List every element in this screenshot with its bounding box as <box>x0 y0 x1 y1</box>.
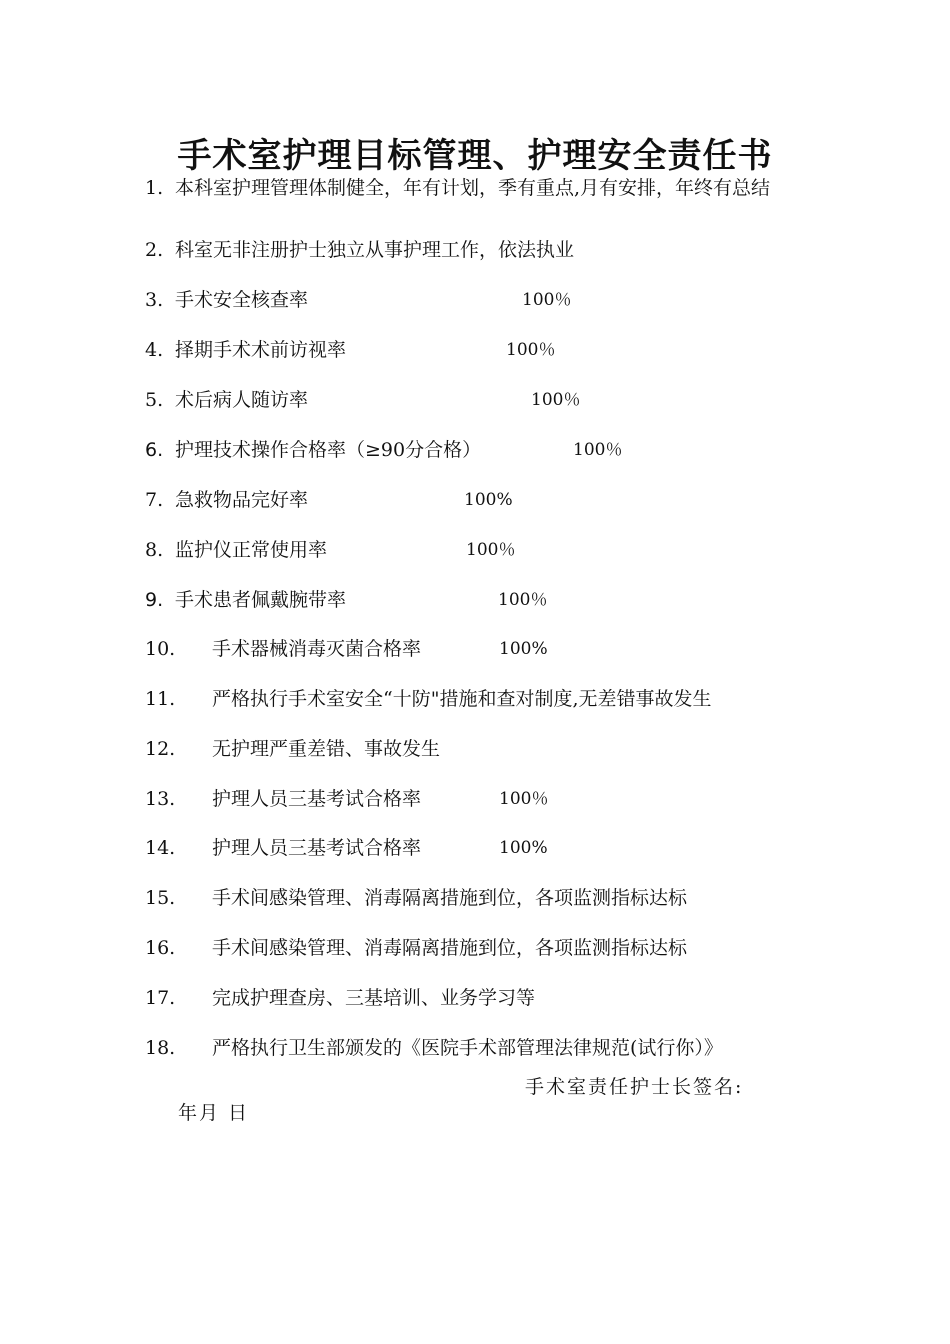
item-number: 1. <box>145 177 164 199</box>
item-value: 100％ <box>506 340 556 360</box>
signature-label: 手术室责任护士长签名: <box>525 1076 744 1098</box>
date-label: 年月 日 <box>178 1102 250 1124</box>
item-number: 17. <box>145 987 176 1009</box>
item-number: 18. <box>145 1037 176 1059</box>
item-text: 护理技术操作合格率（≥90分合格） <box>175 439 482 461</box>
item-value: 100％ <box>498 590 548 610</box>
item-text: 手术器械消毒灭菌合格率 <box>212 638 422 660</box>
item-text: 完成护理查房、三基培训、业务学习等 <box>212 987 536 1009</box>
item-number: 7. <box>145 489 164 511</box>
item-text: 急救物品完好率 <box>175 489 309 511</box>
item-text: 严格执行卫生部颁发的《医院手术部管理法律规范(试行你）》 <box>212 1037 723 1059</box>
item-text: 手术安全核查率 <box>175 289 309 311</box>
item-value: 100％ <box>522 290 572 310</box>
item-value: 100％ <box>499 789 549 809</box>
item-number: 12. <box>145 738 176 760</box>
item-value: 100% <box>499 838 548 858</box>
item-number: 9. <box>145 589 164 611</box>
item-text: 手术患者佩戴腕带率 <box>175 589 347 611</box>
item-text: 择期手术术前访视率 <box>175 339 347 361</box>
item-number: 5. <box>145 389 164 411</box>
item-text: 本科室护理管理体制健全，年有计划，季有重点,月有安排，年终有总结 <box>175 177 771 199</box>
item-number: 14. <box>145 837 176 859</box>
item-value: 100％ <box>573 440 623 460</box>
item-number: 3. <box>145 289 164 311</box>
item-text: 无护理严重差错、事故发生 <box>212 738 441 760</box>
item-number: 10. <box>145 638 176 660</box>
item-text: 严格执行手术室安全“十防"措施和查对制度,无差错事故发生 <box>212 688 712 710</box>
item-value: 100％ <box>531 390 581 410</box>
item-value: 100％ <box>466 540 516 560</box>
list-item <box>145 176 815 224</box>
item-value: 100% <box>464 490 513 510</box>
item-number: 6. <box>145 439 164 461</box>
item-number: 15. <box>145 887 176 909</box>
item-number: 8. <box>145 539 164 561</box>
item-number: 11. <box>145 688 176 710</box>
item-number: 16. <box>145 937 176 959</box>
item-text: 护理人员三基考试合格率 <box>212 837 422 859</box>
item-text: 手术间感染管理、消毒隔离措施到位，各项监测指标达标 <box>212 937 688 959</box>
document-title: 手术室护理目标管理、护理安全责任书 <box>177 136 773 176</box>
item-number: 4. <box>145 339 164 361</box>
item-number: 13. <box>145 788 176 810</box>
item-number: 2. <box>145 239 164 261</box>
item-text: 监护仪正常使用率 <box>175 539 328 561</box>
item-value: 100% <box>499 639 548 659</box>
item-text: 护理人员三基考试合格率 <box>212 788 422 810</box>
item-text: 手术间感染管理、消毒隔离措施到位，各项监测指标达标 <box>212 887 688 909</box>
item-text: 术后病人随访率 <box>175 389 309 411</box>
item-text: 科室无非注册护士独立从事护理工作，依法执业 <box>175 239 575 261</box>
